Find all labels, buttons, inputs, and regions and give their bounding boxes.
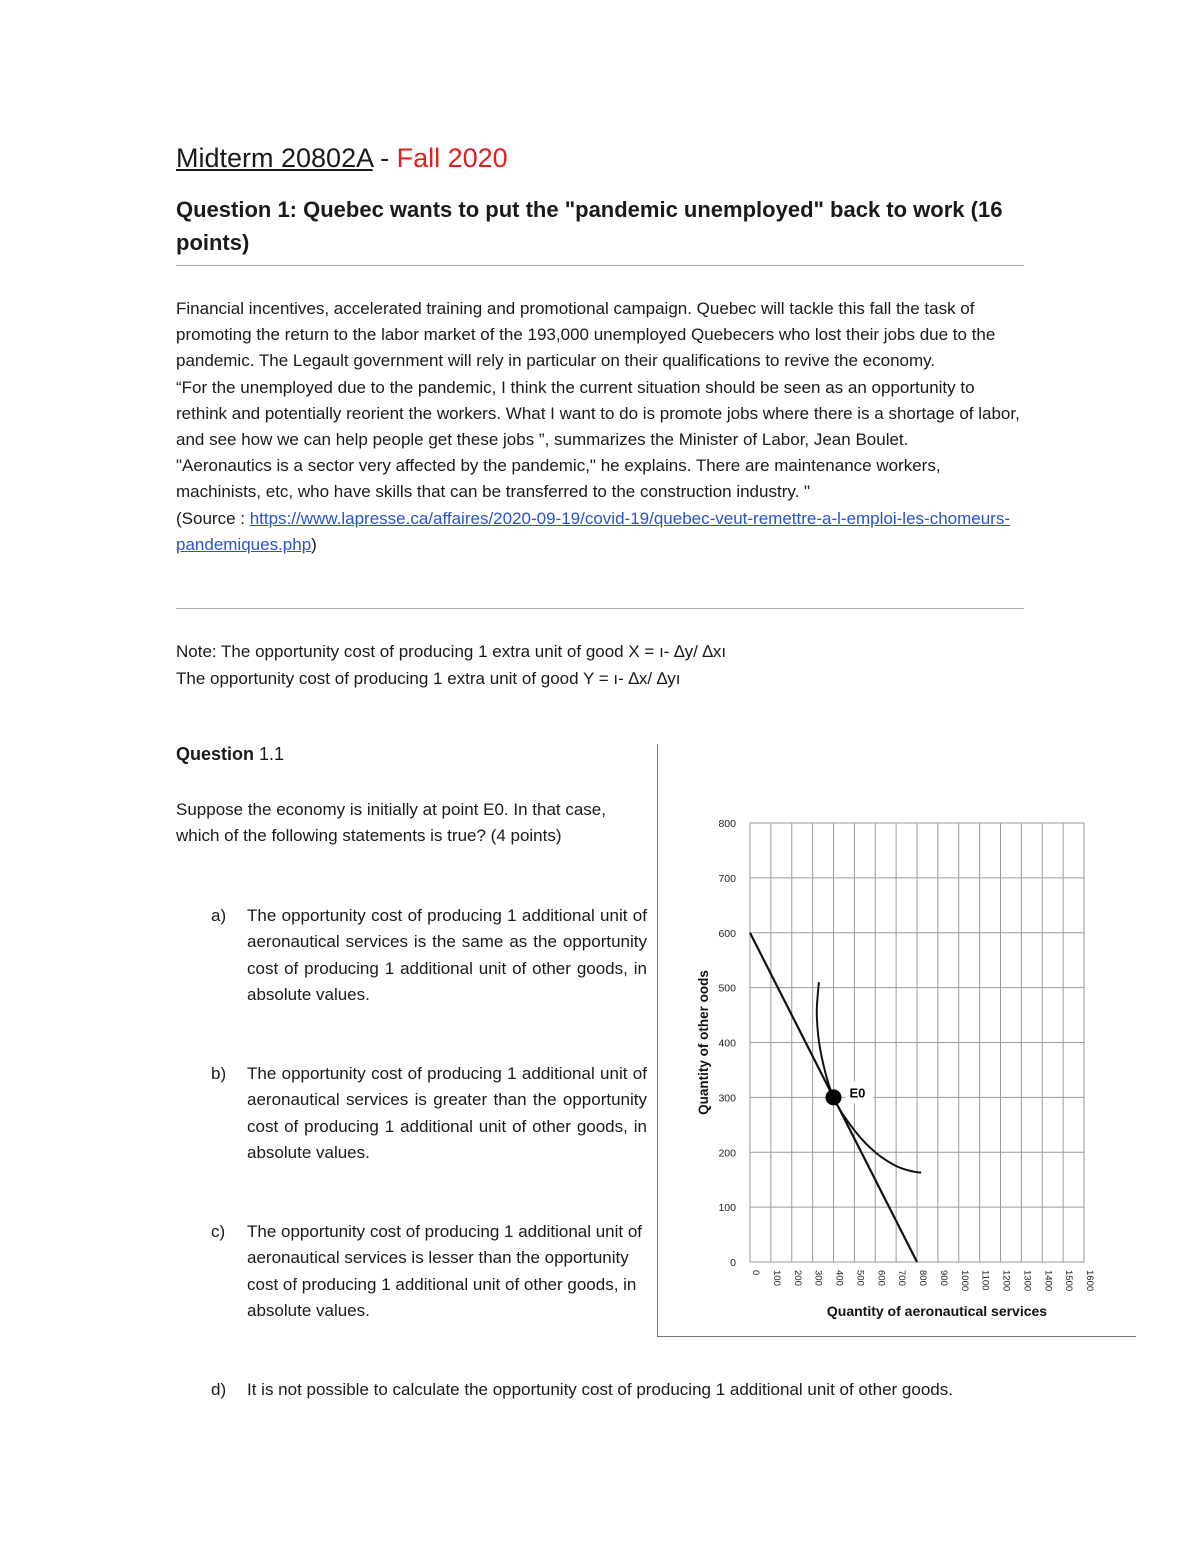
x-tick-label: 0 xyxy=(750,1270,761,1276)
y-tick-label: 400 xyxy=(718,1037,736,1050)
note-line-1: Note: The opportunity cost of producing 1 extra unit of good X = ı- ∆y/ ∆xı xyxy=(176,642,727,661)
x-tick-label: 1100 xyxy=(979,1270,991,1291)
option-d-text: It is not possible to calculate the opportunity cost of producing 1 additional unit of other goods. xyxy=(247,1380,953,1399)
ppf-chart xyxy=(657,744,1136,1337)
y-tick-label: 800 xyxy=(718,818,736,830)
option-a-letter: a) xyxy=(211,906,227,925)
x-tick-label: 800 xyxy=(917,1270,928,1286)
note-block xyxy=(176,639,1026,692)
x-tick-label: 700 xyxy=(896,1270,908,1286)
article-paragraph-2: “For the unemployed due to the pandemic, I think the current situation should be seen as an opportunity to rethink and potentially reorient the workers. What I want to do is promote jobs where there is a shortage of labor, and see how we can help people get these jobs ”, summarizes the Minister of Labor, Jean Boulet. xyxy=(176,377,1020,450)
y-tick-label: 600 xyxy=(718,927,736,940)
document-title xyxy=(176,143,508,174)
ppf-chart-svg xyxy=(658,744,1136,1336)
source-prefix: (Source : xyxy=(176,508,250,528)
note-line-2: The opportunity cost of producing 1 extra unit of good Y = ı- ∆x/ ∆yı xyxy=(176,668,681,688)
x-tick-label: 500 xyxy=(854,1270,866,1286)
question-1-heading: Question 1: Quebec wants to put the "pandemic unemployed" back to work (16 points) xyxy=(176,197,1003,255)
article-text xyxy=(176,296,1026,558)
title-term: Fall 2020 xyxy=(396,143,508,173)
question-1-1-intro: Suppose the economy is initially at point E0. In that case, which of the following statements is true? (4 points) xyxy=(176,800,606,845)
option-b-text: The opportunity cost of producing 1 additional unit of aeronautical services is greater than the opportunity cost of producing 1 additional unit of other goods, in absolute values. xyxy=(247,1064,647,1162)
x-tick-label: 1200 xyxy=(1000,1270,1012,1292)
y-tick-label: 100 xyxy=(718,1202,736,1215)
source-suffix: ) xyxy=(311,534,317,554)
heading-divider xyxy=(176,265,1024,266)
x-tick-label: 600 xyxy=(875,1270,887,1286)
option-a-text: The opportunity cost of producing 1 additional unit of aeronautical services is the same as the opportunity cost of producing 1 additional unit of other goods, in absolute values. xyxy=(247,906,647,1004)
source-link[interactable]: https://www.lapresse.ca/affaires/2020-09-19/covid-19/quebec-veut-remettre-a-l-emploi-les-chomeurs-pandemiques.php xyxy=(176,508,1010,554)
x-tick-label: 400 xyxy=(833,1270,845,1286)
x-tick-label: 1600 xyxy=(1084,1270,1095,1292)
y-tick-label: 0 xyxy=(730,1257,736,1269)
point-e0-label: E0 xyxy=(849,1085,866,1101)
x-tick-label: 200 xyxy=(791,1270,803,1286)
x-tick-label: 100 xyxy=(770,1270,782,1286)
title-separator: - xyxy=(372,143,397,173)
option-a xyxy=(211,903,647,1008)
option-d-letter: d) xyxy=(211,1380,227,1399)
option-c-text: The opportunity cost of producing 1 additional unit of aeronautical services is lesser than the opportunity cost of producing 1 additional unit of other goods, in absolute values. xyxy=(247,1222,643,1320)
article-paragraph-1: Financial incentives, accelerated training and promotional campaign. Quebec will tackle this fall the task of promoting the return to the labor market of the 193,000 unemployed Quebecers who lost their jobs due to the pandemic. The Legault government will rely in particular on their qualifications to revive the economy. xyxy=(176,299,996,371)
y-tick-label: 500 xyxy=(718,982,736,995)
option-c xyxy=(211,1219,647,1324)
article-source xyxy=(176,506,1026,558)
point-e0-marker xyxy=(826,1089,842,1105)
option-b-letter: b) xyxy=(211,1064,227,1083)
option-b xyxy=(211,1061,647,1166)
x-tick-label: 1300 xyxy=(1021,1270,1033,1292)
article-divider xyxy=(176,608,1024,609)
x-tick-label: 1000 xyxy=(958,1270,970,1292)
x-axis-label: Quantity of aeronautical services xyxy=(826,1303,1048,1319)
article-paragraph-3: "Aeronautics is a sector very affected by the pandemic," he explains. There are maintenance workers, machinists, etc, who have skills that can be transferred to the construction industry. " xyxy=(176,456,941,502)
question-1-1-label xyxy=(176,744,284,765)
x-tick-label: 1400 xyxy=(1042,1270,1054,1292)
y-tick-label: 300 xyxy=(718,1092,736,1105)
title-course: Midterm 20802A xyxy=(176,143,373,173)
x-tick-label: 1500 xyxy=(1063,1270,1075,1292)
y-axis-label: Quantity of other oods xyxy=(696,970,711,1115)
x-tick-label: 300 xyxy=(812,1270,824,1286)
y-tick-label: 700 xyxy=(718,872,736,885)
option-c-letter: c) xyxy=(211,1222,226,1241)
question-label-bold: Question xyxy=(176,744,255,764)
y-tick-label: 200 xyxy=(718,1147,736,1160)
question-label-number: 1.1 xyxy=(254,744,285,764)
x-tick-label: 900 xyxy=(937,1270,949,1286)
option-d xyxy=(211,1377,1037,1403)
